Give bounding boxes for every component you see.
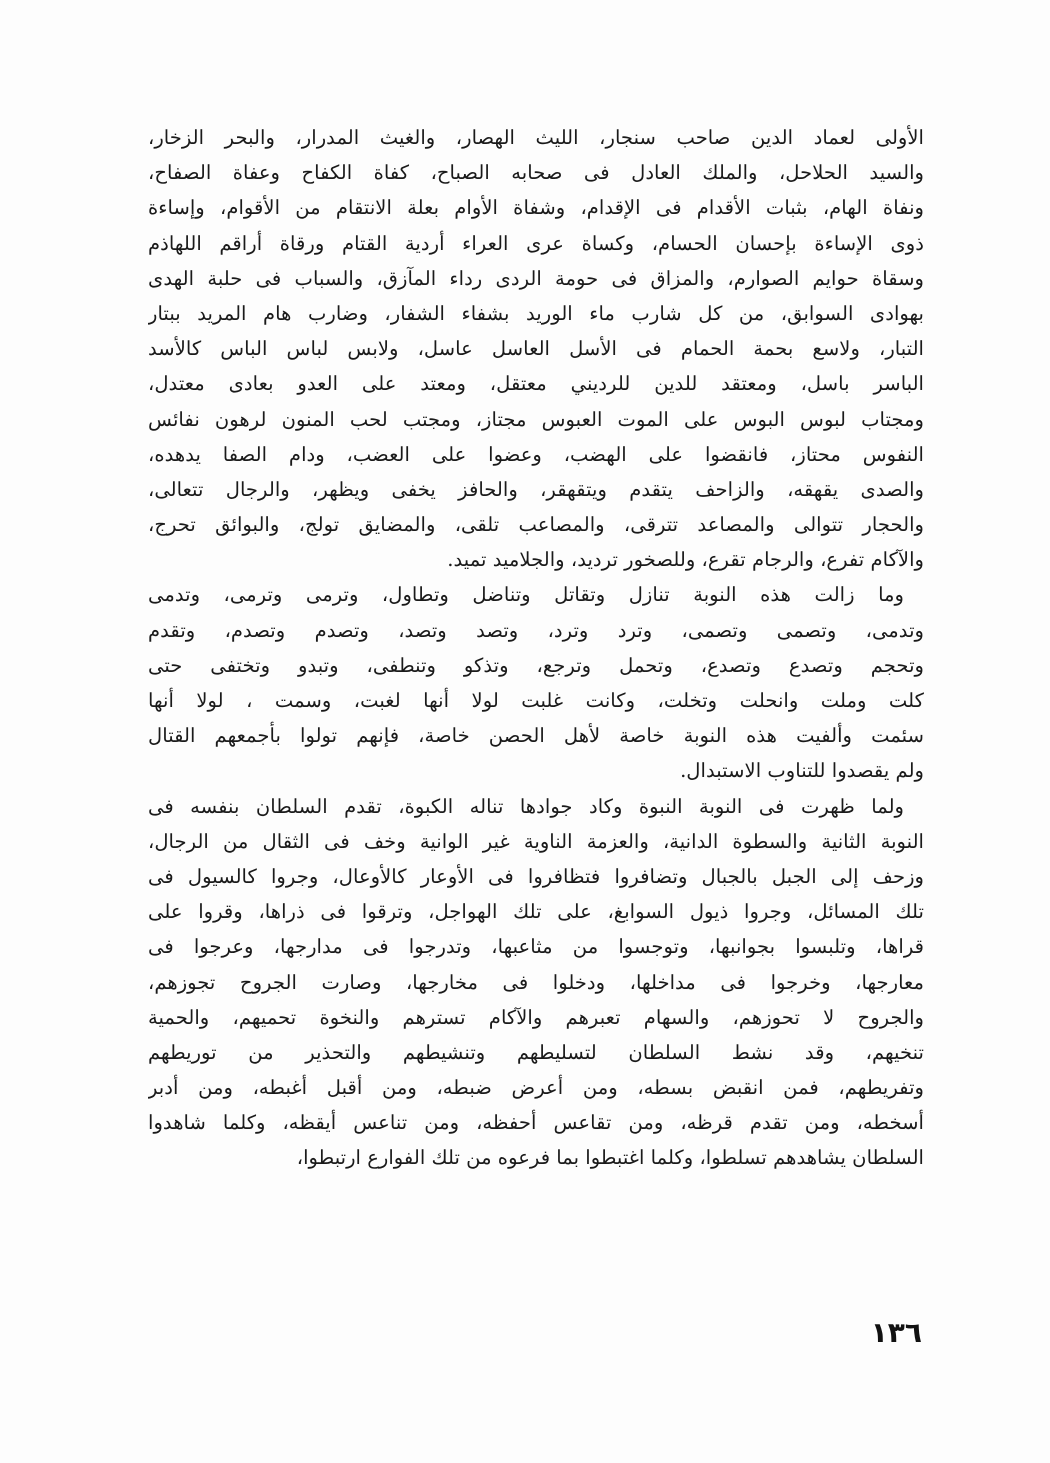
text-line: الباسر باسل، ومعتقد للدين للرديني معتقل، ومعتد على العدو بعادى معتدل، [148,372,924,396]
text-line: وتدمى، وتصمى وتصمى، وترد وترد، وتصد وتصد، وتصدم وتصدم، وتقدم [148,618,924,642]
text-line: والحجار تتوالى والمصاعد تترقى، والمصاعب تلقى، والمضايق تولج، والبوائق تحرج، [148,513,924,537]
paragraph [148,577,924,788]
paragraph [148,120,924,577]
text-line: ومجتاب لبوس البوس على الموت العبوس مجتاز، ومجتب لحب المنون لرهون نفائس [148,407,924,431]
text-line: وسقاة حوايم الصوارم، والمزاق فى حومة الردى رداء المآزق، والسباب فى حلبة الهدى [148,266,924,290]
text-line: وتفريطهم، فمن انقبض بسطه، ومن أعرض ضبطه، ومن أقبل أغبطه، ومن أدبر [148,1076,924,1100]
text-line: وتحجم وتصدع وتصدع، وتحمل وترجع، وتذكو وتنطفى، وتبدو وتختفى حتى [148,653,924,677]
page-number: ١٣٦ [870,1316,922,1349]
text-line: والآكام تفرع، والرجام تقرع، وللصخور ترديد، والجلاميد تميد. [447,548,924,572]
text-line: كلت وملت وانحلت وتخلت، وكانت غلبت لولا أنها لغبت، وسمت ، لولا أنها [148,689,924,712]
text-line: وما زالت هذه النوبة تنازل وتقاتل وتناضل وتطاول، وترمى وترمى، وتدمى [148,583,904,607]
text-line: ولم يقصدوا للتناوب الاستبدال. [680,759,924,783]
text-line: ونفاة الهام، بثبات الأقدام فى الإقدام، وشفاة الأوام بعلة الانتقام من الأقوام، وإساءة [148,196,924,220]
text-line: قراها، وتلبسوا بجوانبها، وتوجسوا من مثاعبها، وتدرجوا فى مدارجها، وعرجوا فى [148,935,924,959]
text-line: التبار، ولاسع بحمة الحمام فى الأسل العاسل عاسل، ولابس لباس الباس كالأسد [148,337,924,361]
text-line: تنخيهم، وقد نشط السلطان لتسليطهم وتنشيطهم والتحذير من توريطهم [148,1040,924,1064]
body-text [148,120,924,1176]
text-line: والسيد الحلاحل، والملك العادل فى صحابه الصباح، كفاة الكفاح وعفاة الصفاح، [148,161,924,185]
text-line: معارجها، وخرجوا فى مداخلها، ودخلوا فى مخارجها، وصارت الجروح تجوزهم، [148,970,924,994]
text-line: ولما ظهرت فى النوبة النبوة وكاد جوادها تناله الكبوة، تقدم السلطان بنفسه فى [148,794,904,818]
text-line: أسخطه، ومن تقدم قرظه، ومن تقاعس أحفظه، ومن تناعس أيقظه، وكلما شاهدوا [148,1111,924,1135]
text-line: والصدى يقهقه، والزاحف يتقدم ويتقهقر، والحافز يخفى ويظهر، والرجال تتعالى، [148,477,924,501]
text-line: ذوى الإساءة بإحسان الحسام، وكساة عرى العراء أردية القتام ورقاة أراقم اللهاذم [148,231,924,255]
text-line: السلطان يشاهدهم تسلطوا، وكلما اغتبطوا بما فرعوه من تلك الفوارع ارتبطوا، [296,1146,924,1170]
text-line: بهوادى السوابق، من كل شارب ماء الوريد بشفاء الشفار، وضارب هام المريد ببتار [148,301,924,325]
text-line: الأولى لعماد الدين صاحب سنجار، الليث الهصار، والغيث المدرار، والبحر الزخار، [148,126,924,149]
text-line: النفوس محتاز، فانقضوا على الهضب، وعضوا على العضب، ودام الصفا يدهده، [148,442,924,466]
text-line: وزحف إلى الجبل بالجبال وتضافروا فتظافروا فى الأوعار كالأوعال، وجروا كالسيول فى [148,864,924,888]
text-line: تلك المسائل، وجروا ذيول السوابغ، على تلك الهواجل، وترقوا فى ذراها، وقروا على [148,900,924,924]
text-line: سئمت وألفيت هذه النوبة خاصة لأهل الحصن خاصة، فإنهم تولوا بأجمعهم القتال [148,724,924,748]
text-line: النوبة الثانية والسطوة الدانية، والعزمة الناوية غير الوانية وخف فى الثقال من الرجال، [148,829,924,853]
text-line: والجروح لا تحوزهم، والسهام تعبرهم والآكام تسترهم والنخوة تحميهم، والحمية [148,1005,924,1029]
paragraph [148,789,924,1176]
